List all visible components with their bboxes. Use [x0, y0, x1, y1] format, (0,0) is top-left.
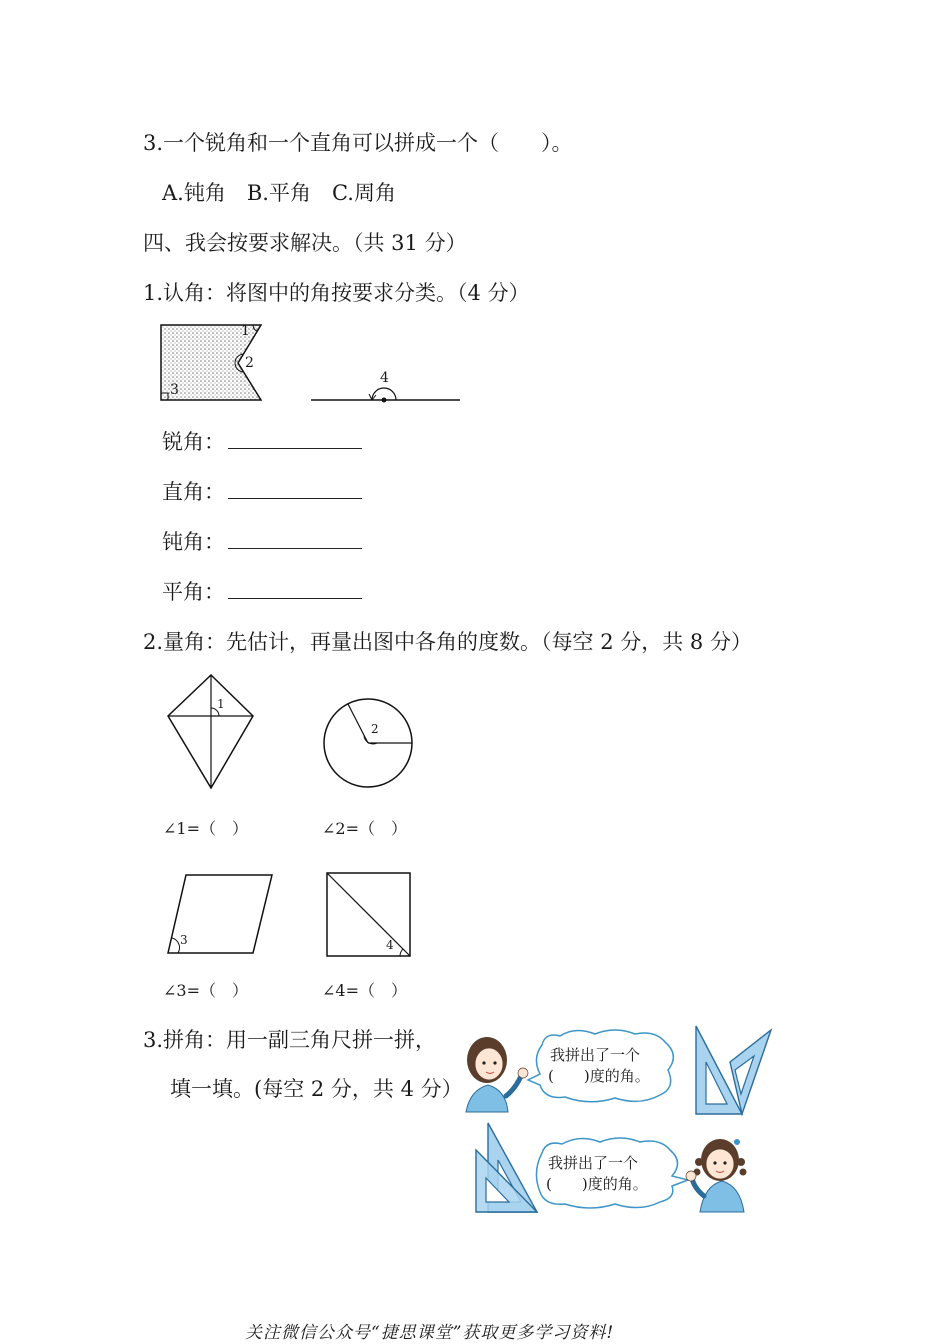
- q3-options: A.钝角 B.平角 C.周角: [162, 181, 396, 205]
- p2-fig-label-4: 4: [386, 938, 394, 952]
- p3-title-line1: 3.拼角：用一副三角尺拼一拼，: [143, 1028, 437, 1052]
- footer-note: 关注微信公众号“捷思课堂”获取更多学习资料!: [245, 1323, 615, 1343]
- p2-answer-3[interactable]: ∠3=（ ）: [163, 981, 248, 1000]
- p1-label-3: 3: [170, 382, 179, 398]
- p2-fig-label-2: 2: [371, 722, 379, 736]
- girl-1-illustration: [466, 1037, 528, 1112]
- bubble-2-line2[interactable]: ( )度的角。: [546, 1175, 648, 1193]
- p1-title: 1.认角：将图中的角按要求分类。（4 分）: [143, 281, 530, 305]
- p2-fig-label-3: 3: [180, 933, 188, 947]
- bubble-1-line1: 我拼出了一个: [550, 1046, 641, 1064]
- p2-answer-2[interactable]: ∠2=（ ）: [322, 819, 407, 838]
- q3-stem: 3.一个锐角和一个直角可以拼成一个（ ）。: [143, 131, 573, 155]
- p1-label-4: 4: [380, 370, 389, 386]
- p1-right-label: 直角：: [162, 480, 225, 504]
- rulers-pair-1: [696, 1026, 771, 1114]
- section4-title: 四、我会按要求解决。（共 31 分）: [143, 231, 467, 255]
- rulers-pair-2: [476, 1123, 537, 1212]
- p1-acute-label: 锐角：: [162, 430, 225, 454]
- p1-label-2: 2: [245, 355, 254, 371]
- p1-straight-label: 平角：: [162, 580, 225, 604]
- p2-answer-4[interactable]: ∠4=（ ）: [322, 981, 407, 1000]
- p1-label-1: 1: [241, 323, 250, 339]
- p1-obtuse-label: 钝角：: [162, 530, 225, 554]
- p2-title: 2.量角：先估计，再量出图中各角的度数。（每空 2 分，共 8 分）: [143, 630, 752, 654]
- p2-answer-1[interactable]: ∠1=（ ）: [163, 819, 248, 838]
- p3-title-line2: 填一填。(每空 2 分，共 4 分）: [170, 1077, 463, 1101]
- p2-fig-label-1: 1: [217, 697, 225, 711]
- bubble-2-line1: 我拼出了一个: [548, 1154, 639, 1172]
- bubble-1-line2[interactable]: ( )度的角。: [548, 1067, 650, 1085]
- girl-2-illustration: [686, 1139, 747, 1212]
